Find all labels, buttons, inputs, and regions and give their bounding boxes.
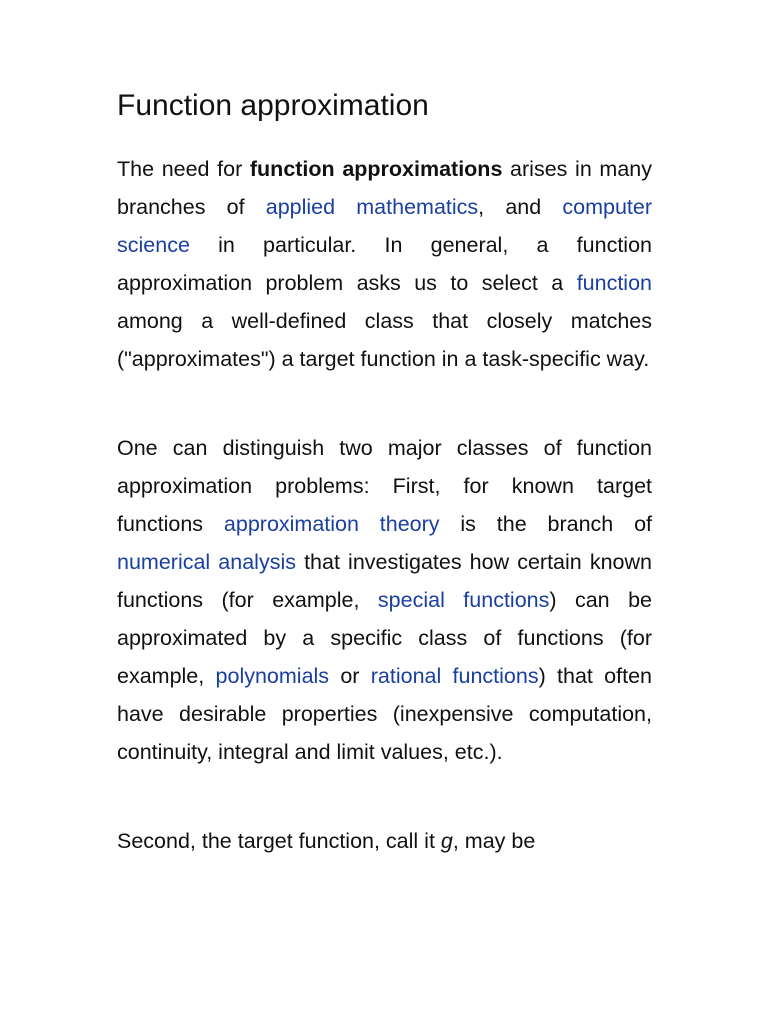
link-rational-functions[interactable]: rational functions [370, 664, 539, 688]
link-numerical-analysis[interactable]: numerical analysis [117, 550, 296, 574]
paragraph-intro [117, 150, 652, 378]
text-run: or [329, 664, 371, 688]
text-run: The need for [117, 157, 250, 181]
text-run: , may be [452, 829, 536, 853]
link-special-functions[interactable]: special functions [377, 588, 550, 612]
link-polynomials[interactable]: polynomials [215, 664, 330, 688]
text-run: Second, the target function, call it [117, 829, 441, 853]
text-run: ) can be approximated by a specific class of functions (for example, [117, 588, 653, 688]
link-applied-mathematics[interactable]: applied mathematics [265, 195, 479, 219]
document-page [117, 86, 652, 860]
text-run: among a well-defined class that closely matches ("approximates") a target function in a task-specific way. [117, 309, 652, 371]
text-run: in particular. In general, a function approximation problem asks us to select a [117, 233, 652, 295]
paragraph-classes [117, 429, 652, 771]
page-title: Function approximation [117, 89, 429, 122]
text-run: ) that often have desirable properties (inexpensive computation, continuity, integral and limit values, etc.). [117, 664, 653, 764]
text-run: is the branch of [439, 512, 653, 536]
text-run: , and [478, 195, 563, 219]
text-run: that investigates how certain known functions (for example, [117, 550, 652, 612]
link-computer-science[interactable]: computer science [117, 195, 652, 257]
text-run: One can distinguish two major classes of function approximation problems: First, for known target functions [117, 436, 652, 536]
link-function[interactable]: function [576, 271, 652, 295]
italic-variable: g [440, 829, 453, 853]
text-run: arises in many branches of [117, 157, 652, 219]
bold-term: function approximations [249, 157, 503, 181]
paragraph-second [117, 822, 652, 860]
link-approximation-theory[interactable]: approximation theory [223, 512, 440, 536]
